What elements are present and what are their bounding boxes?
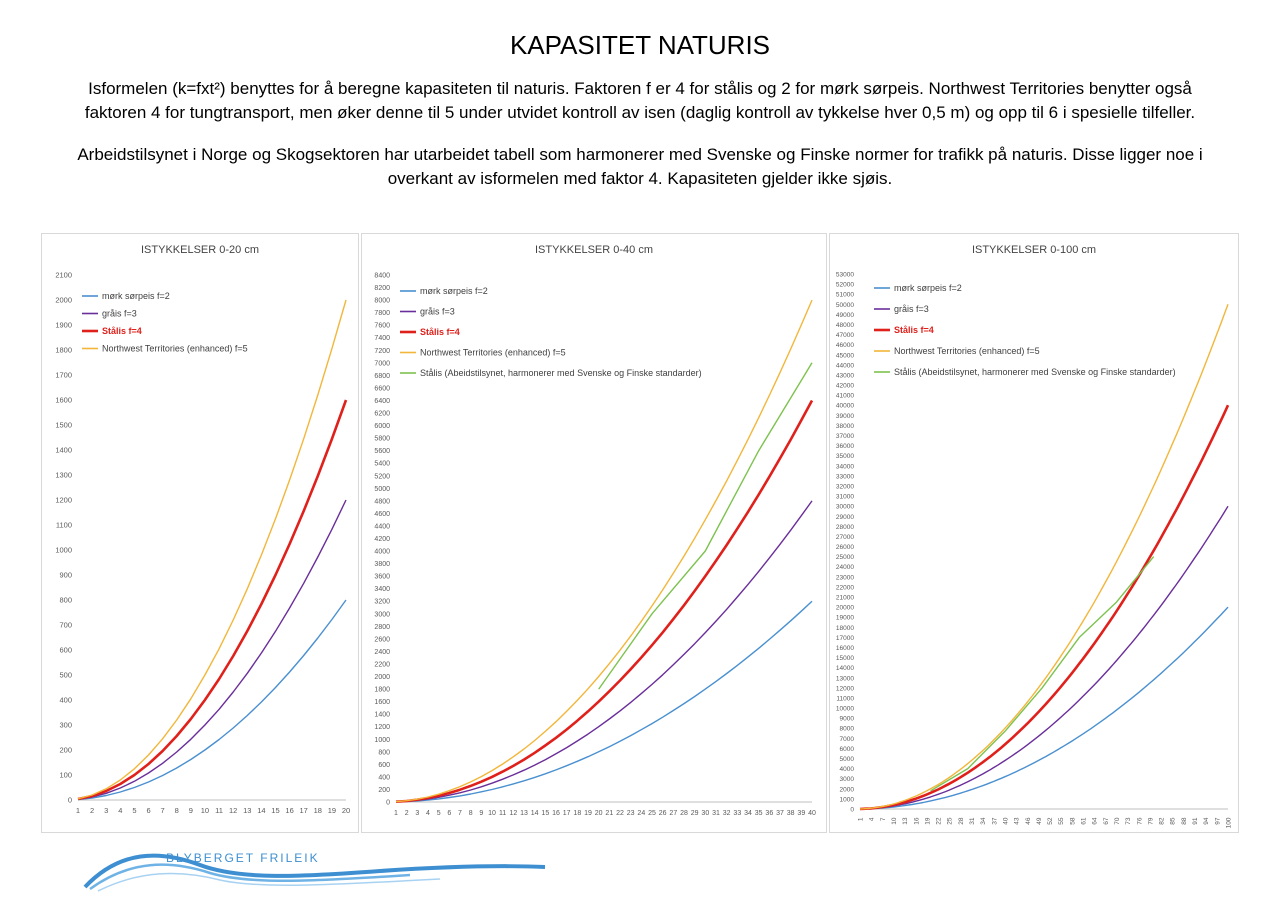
x-tick-label: 43 (1013, 817, 1021, 825)
x-tick-label: 14 (257, 806, 266, 815)
y-tick-label: 26000 (835, 544, 854, 552)
y-tick-label: 4000 (374, 548, 390, 556)
y-tick-label: 53000 (835, 271, 854, 279)
x-tick-label: 9 (188, 806, 193, 815)
y-tick-label: 47000 (835, 332, 854, 340)
y-tick-label: 1000 (55, 545, 72, 555)
series-line-mork (78, 600, 346, 800)
x-tick-label: 16 (285, 806, 294, 815)
x-tick-label: 79 (1147, 817, 1155, 825)
x-tick-label: 39 (797, 810, 806, 817)
y-tick-label: 1000 (374, 736, 390, 744)
x-tick-label: 4 (426, 810, 430, 817)
y-tick-label: 12000 (835, 685, 854, 693)
x-tick-label: 3 (415, 810, 420, 817)
x-tick-label: 20 (341, 806, 351, 815)
y-tick-label: 43000 (835, 372, 854, 380)
y-tick-label: 6400 (374, 397, 390, 405)
y-tick-label: 0 (386, 799, 390, 807)
y-tick-label: 3600 (374, 573, 390, 581)
chart-panel-0-40cm (361, 233, 827, 833)
y-tick-label: 10000 (835, 705, 854, 713)
chart-title: ISTYKKELSER 0-100 cm (971, 244, 1097, 256)
x-tick-label: 1 (394, 810, 398, 817)
y-tick-label: 1800 (55, 345, 72, 355)
series-line-mork (396, 601, 812, 802)
x-tick-label: 30 (701, 810, 710, 817)
intro-paragraph-1: Isformelen (k=fxt²) benyttes for å beregne kapasiteten til naturis. Faktoren f er 4 for stålis og 2 for mørk sørpeis. Northwest Territories benytter også faktoren 4 for tungtransport, men øker denne til 5 under utvidet kontroll av isen (daglig kontroll av tykkelse hver 0,5 m) og opp til 6 i spesielle tilfeller. (84, 79, 1196, 122)
y-tick-label: 4400 (374, 523, 390, 531)
y-tick-label: 2000 (55, 295, 72, 305)
x-tick-label: 19 (584, 810, 592, 817)
x-tick-label: 14 (530, 810, 539, 817)
x-tick-label: 10 (200, 806, 210, 815)
y-tick-label: 1600 (55, 395, 72, 405)
y-tick-label: 7800 (374, 310, 390, 318)
x-tick-label: 13 (520, 810, 528, 817)
x-tick-label: 15 (271, 806, 280, 815)
y-tick-label: 18000 (835, 624, 854, 632)
y-tick-label: 2600 (374, 636, 390, 644)
y-tick-label: 35000 (835, 453, 854, 461)
y-tick-label: 3200 (374, 598, 390, 606)
x-tick-label: 11 (215, 806, 223, 815)
series-line-nwt (860, 304, 1228, 809)
y-tick-label: 1800 (374, 686, 390, 694)
x-tick-label: 2 (404, 810, 409, 817)
legend-label: Northwest Territories (enhanced) f=5 (102, 343, 248, 354)
x-tick-label: 6 (146, 806, 151, 815)
x-tick-label: 25 (946, 817, 954, 825)
x-tick-label: 37 (776, 810, 784, 817)
y-tick-label: 23000 (835, 574, 854, 582)
y-tick-label: 5200 (374, 473, 390, 481)
y-tick-label: 2000 (374, 674, 390, 682)
y-tick-label: 34000 (835, 463, 854, 471)
y-tick-label: 1200 (55, 495, 72, 505)
x-tick-label: 1 (75, 806, 81, 815)
y-tick-label: 13000 (835, 675, 854, 683)
y-tick-label: 3400 (374, 586, 390, 594)
x-tick-label: 61 (1080, 817, 1088, 825)
y-tick-label: 2200 (374, 661, 390, 669)
x-tick-label: 4 (868, 817, 876, 822)
x-tick-label: 23 (626, 810, 635, 817)
y-tick-label: 42000 (835, 382, 854, 390)
x-tick-label: 3 (104, 806, 109, 815)
y-tick-label: 29000 (835, 513, 854, 521)
x-tick-label: 88 (1180, 817, 1188, 825)
x-tick-label: 34 (980, 817, 988, 825)
x-tick-label: 12 (228, 806, 238, 815)
x-tick-label: 49 (1035, 817, 1043, 825)
x-tick-label: 13 (902, 817, 910, 825)
x-tick-label: 5 (436, 810, 441, 817)
y-tick-label: 36000 (835, 443, 854, 451)
x-tick-label: 16 (913, 817, 921, 825)
y-tick-label: 2800 (374, 623, 390, 631)
y-tick-label: 8000 (839, 725, 854, 733)
y-tick-label: 2000 (839, 786, 854, 794)
x-tick-label: 11 (499, 810, 507, 817)
y-tick-label: 28000 (835, 523, 854, 531)
y-tick-label: 22000 (835, 584, 854, 592)
y-tick-label: 44000 (835, 362, 854, 370)
y-tick-label: 5600 (374, 448, 390, 456)
x-tick-label: 17 (299, 806, 308, 815)
legend-label: Stålis f=4 (894, 325, 934, 335)
y-tick-label: 30000 (835, 503, 854, 511)
x-tick-label: 18 (313, 806, 322, 815)
x-tick-label: 22 (616, 810, 624, 817)
y-tick-label: 50000 (835, 301, 854, 309)
x-tick-label: 7 (458, 810, 462, 817)
x-tick-label: 4 (118, 806, 123, 815)
y-tick-label: 6000 (839, 745, 854, 753)
y-tick-label: 6600 (374, 385, 390, 393)
x-tick-label: 40 (1002, 817, 1010, 825)
legend-label: Northwest Territories (enhanced) f=5 (420, 347, 566, 358)
chart-title: ISTYKKELSER 0-40 cm (535, 244, 653, 256)
x-tick-label: 19 (327, 806, 337, 815)
legend-label: mørk sørpeis f=2 (420, 286, 488, 296)
y-tick-label: 1900 (55, 320, 72, 330)
y-tick-label: 1200 (374, 724, 390, 732)
y-tick-label: 2400 (374, 648, 390, 656)
y-tick-label: 51000 (835, 291, 854, 299)
y-tick-label: 7200 (374, 347, 390, 355)
legend-label: gråis f=3 (102, 308, 137, 319)
x-tick-label: 38 (786, 810, 795, 817)
y-tick-label: 4000 (839, 766, 854, 774)
x-tick-label: 35 (754, 810, 763, 817)
y-tick-label: 4800 (374, 498, 390, 506)
legend-label: Stålis (Abeidstilsynet, harmonerer med Svenske og Finske standarder) (894, 367, 1176, 377)
y-tick-label: 16000 (835, 644, 854, 652)
y-tick-label: 32000 (835, 483, 854, 491)
x-tick-label: 70 (1113, 817, 1121, 825)
y-tick-label: 500 (59, 670, 72, 680)
legend-label: Stålis f=4 (420, 327, 460, 337)
x-tick-label: 97 (1214, 817, 1222, 825)
x-tick-label: 52 (1047, 817, 1055, 825)
x-tick-label: 37 (991, 817, 999, 825)
x-tick-label: 2 (90, 806, 95, 815)
x-tick-label: 21 (605, 810, 614, 817)
x-tick-label: 8 (468, 810, 473, 817)
series-line-stalis (78, 400, 346, 799)
y-tick-label: 6800 (374, 372, 390, 380)
y-tick-label: 800 (59, 595, 72, 605)
y-tick-label: 1600 (374, 699, 390, 707)
x-tick-label: 100 (1225, 817, 1233, 829)
x-tick-label: 17 (562, 810, 571, 817)
y-tick-label: 25000 (835, 554, 854, 562)
x-tick-label: 40 (808, 810, 816, 817)
y-tick-label: 21000 (835, 594, 854, 602)
x-tick-label: 94 (1203, 817, 1211, 825)
x-tick-label: 8 (174, 806, 179, 815)
y-tick-label: 1700 (55, 370, 72, 380)
y-tick-label: 8000 (374, 297, 390, 305)
x-tick-label: 46 (1024, 817, 1032, 825)
y-tick-label: 1500 (55, 420, 72, 430)
y-tick-label: 39000 (835, 412, 854, 420)
x-tick-label: 27 (669, 810, 678, 817)
y-tick-label: 4600 (374, 510, 390, 518)
x-tick-label: 58 (1069, 817, 1077, 825)
y-tick-label: 200 (378, 786, 390, 794)
chart-title: ISTYKKELSER 0-20 cm (141, 244, 259, 256)
y-tick-label: 7000 (374, 360, 390, 368)
x-tick-label: 12 (509, 810, 518, 817)
x-tick-label: 22 (935, 817, 943, 825)
x-tick-label: 73 (1125, 817, 1133, 825)
y-tick-label: 45000 (835, 352, 854, 360)
y-tick-label: 46000 (835, 342, 854, 350)
y-tick-label: 400 (378, 774, 390, 782)
legend-label: Northwest Territories (enhanced) f=5 (894, 346, 1040, 356)
y-tick-label: 3800 (374, 561, 390, 569)
y-tick-label: 100 (59, 770, 72, 780)
y-tick-label: 1100 (55, 520, 72, 530)
x-tick-label: 7 (879, 817, 887, 822)
chart-0-100cm (830, 234, 1240, 834)
y-tick-label: 0 (850, 806, 854, 814)
y-tick-label: 33000 (835, 473, 854, 481)
x-tick-label: 32 (722, 810, 731, 817)
series-line-grais (860, 506, 1228, 809)
y-tick-label: 17000 (835, 634, 854, 642)
y-tick-label: 40000 (835, 402, 854, 410)
y-tick-label: 400 (59, 695, 72, 705)
y-tick-label: 37000 (835, 433, 854, 441)
series-line-stalis (860, 405, 1228, 809)
page-title: KAPASITET NATURIS (509, 30, 771, 60)
y-tick-label: 5400 (374, 460, 390, 468)
x-tick-label: 82 (1158, 817, 1166, 825)
y-tick-label: 14000 (835, 665, 854, 673)
x-tick-label: 25 (648, 810, 656, 817)
y-tick-label: 5000 (839, 756, 854, 764)
y-tick-label: 3000 (374, 611, 390, 619)
chart-0-40cm (362, 234, 828, 834)
y-tick-label: 7000 (839, 735, 854, 743)
x-tick-label: 76 (1136, 817, 1144, 825)
x-tick-label: 31 (969, 817, 977, 825)
y-tick-label: 11000 (836, 695, 854, 703)
y-tick-label: 800 (378, 749, 390, 757)
x-tick-label: 26 (658, 810, 667, 817)
x-tick-label: 10 (890, 817, 898, 825)
chart-0-20cm (42, 234, 360, 834)
legend-label: mørk sørpeis f=2 (102, 291, 170, 301)
y-tick-label: 300 (59, 720, 72, 730)
y-tick-label: 6200 (374, 410, 390, 418)
x-tick-label: 16 (552, 810, 560, 817)
y-tick-label: 1300 (55, 470, 72, 480)
y-tick-label: 1400 (374, 711, 390, 719)
x-tick-label: 15 (541, 810, 550, 817)
legend-label: Stålis f=4 (102, 326, 142, 336)
intro-paragraph-2: Arbeidstilsynet i Norge og Skogsektoren har utarbeidet tabell som harmonerer med Svenske og Finske normer for trafikk på naturis. Disse ligger noe i overkant av isformelen med faktor 4. Kapasiteten gjelder ikke sjøis. (77, 145, 1203, 188)
x-tick-label: 9 (479, 810, 484, 817)
x-tick-label: 64 (1091, 817, 1099, 825)
x-tick-label: 31 (712, 810, 720, 817)
chart-panel-0-100cm (829, 233, 1239, 833)
x-tick-label: 7 (160, 806, 165, 815)
y-tick-label: 38000 (835, 422, 854, 430)
legend-label: mørk sørpeis f=2 (894, 283, 962, 293)
y-tick-label: 49000 (835, 311, 854, 319)
y-tick-label: 900 (59, 570, 72, 580)
y-tick-label: 52000 (835, 281, 854, 289)
y-tick-label: 1400 (55, 445, 72, 455)
x-tick-label: 5 (132, 806, 137, 815)
x-tick-label: 18 (573, 810, 582, 817)
x-tick-label: 19 (924, 817, 932, 825)
chart-panel-0-20cm (41, 233, 359, 833)
legend-label: gråis f=3 (894, 304, 929, 314)
y-tick-label: 7600 (374, 322, 390, 330)
x-tick-label: 6 (447, 810, 452, 817)
y-tick-label: 8400 (374, 272, 390, 280)
x-tick-label: 33 (733, 810, 742, 817)
x-tick-label: 34 (744, 810, 752, 817)
y-tick-label: 27000 (835, 533, 854, 541)
series-line-stalis (396, 401, 812, 802)
x-tick-label: 10 (488, 810, 496, 817)
x-tick-label: 1 (857, 817, 865, 822)
y-tick-label: 19000 (835, 614, 854, 622)
series-line-abeid (931, 557, 1154, 791)
y-tick-label: 2100 (55, 270, 72, 280)
y-tick-label: 4200 (374, 536, 390, 543)
y-tick-label: 5800 (374, 435, 390, 443)
series-line-mork (860, 607, 1228, 809)
legend-label: gråis f=3 (420, 306, 455, 317)
y-tick-label: 24000 (835, 564, 854, 572)
x-tick-label: 28 (957, 817, 965, 825)
y-tick-label: 20000 (835, 604, 854, 612)
x-tick-label: 55 (1058, 817, 1066, 825)
logo-text: BLYBERGET FRILEIK (166, 851, 320, 865)
y-tick-label: 31000 (835, 493, 854, 501)
y-tick-label: 5000 (374, 485, 390, 493)
x-tick-label: 29 (690, 810, 699, 817)
series-line-grais (396, 501, 812, 802)
y-tick-label: 15000 (835, 655, 854, 663)
x-tick-label: 85 (1169, 817, 1177, 825)
series-line-abeid (599, 363, 812, 689)
y-tick-label: 7400 (374, 335, 390, 343)
y-tick-label: 700 (59, 620, 72, 630)
series-line-grais (78, 500, 346, 799)
y-tick-label: 48000 (835, 321, 854, 329)
x-tick-label: 91 (1192, 817, 1200, 825)
y-tick-label: 1000 (839, 796, 854, 804)
legend-label: Stålis (Abeidstilsynet, harmonerer med Svenske og Finske standarder) (420, 368, 702, 378)
y-tick-label: 3000 (839, 776, 854, 784)
x-tick-label: 24 (637, 810, 646, 817)
x-tick-label: 20 (594, 810, 603, 817)
y-tick-label: 600 (59, 645, 72, 655)
series-line-nwt (78, 300, 346, 799)
y-tick-label: 9000 (839, 715, 854, 723)
y-tick-label: 8200 (374, 285, 390, 293)
y-tick-label: 200 (59, 745, 72, 755)
x-tick-label: 67 (1102, 817, 1110, 825)
x-tick-label: 36 (765, 810, 774, 817)
x-tick-label: 13 (243, 806, 252, 815)
x-tick-label: 28 (680, 810, 688, 817)
y-tick-label: 41000 (835, 392, 854, 400)
y-tick-label: 6000 (374, 423, 390, 431)
y-tick-label: 600 (378, 761, 390, 769)
y-tick-label: 0 (67, 795, 72, 805)
